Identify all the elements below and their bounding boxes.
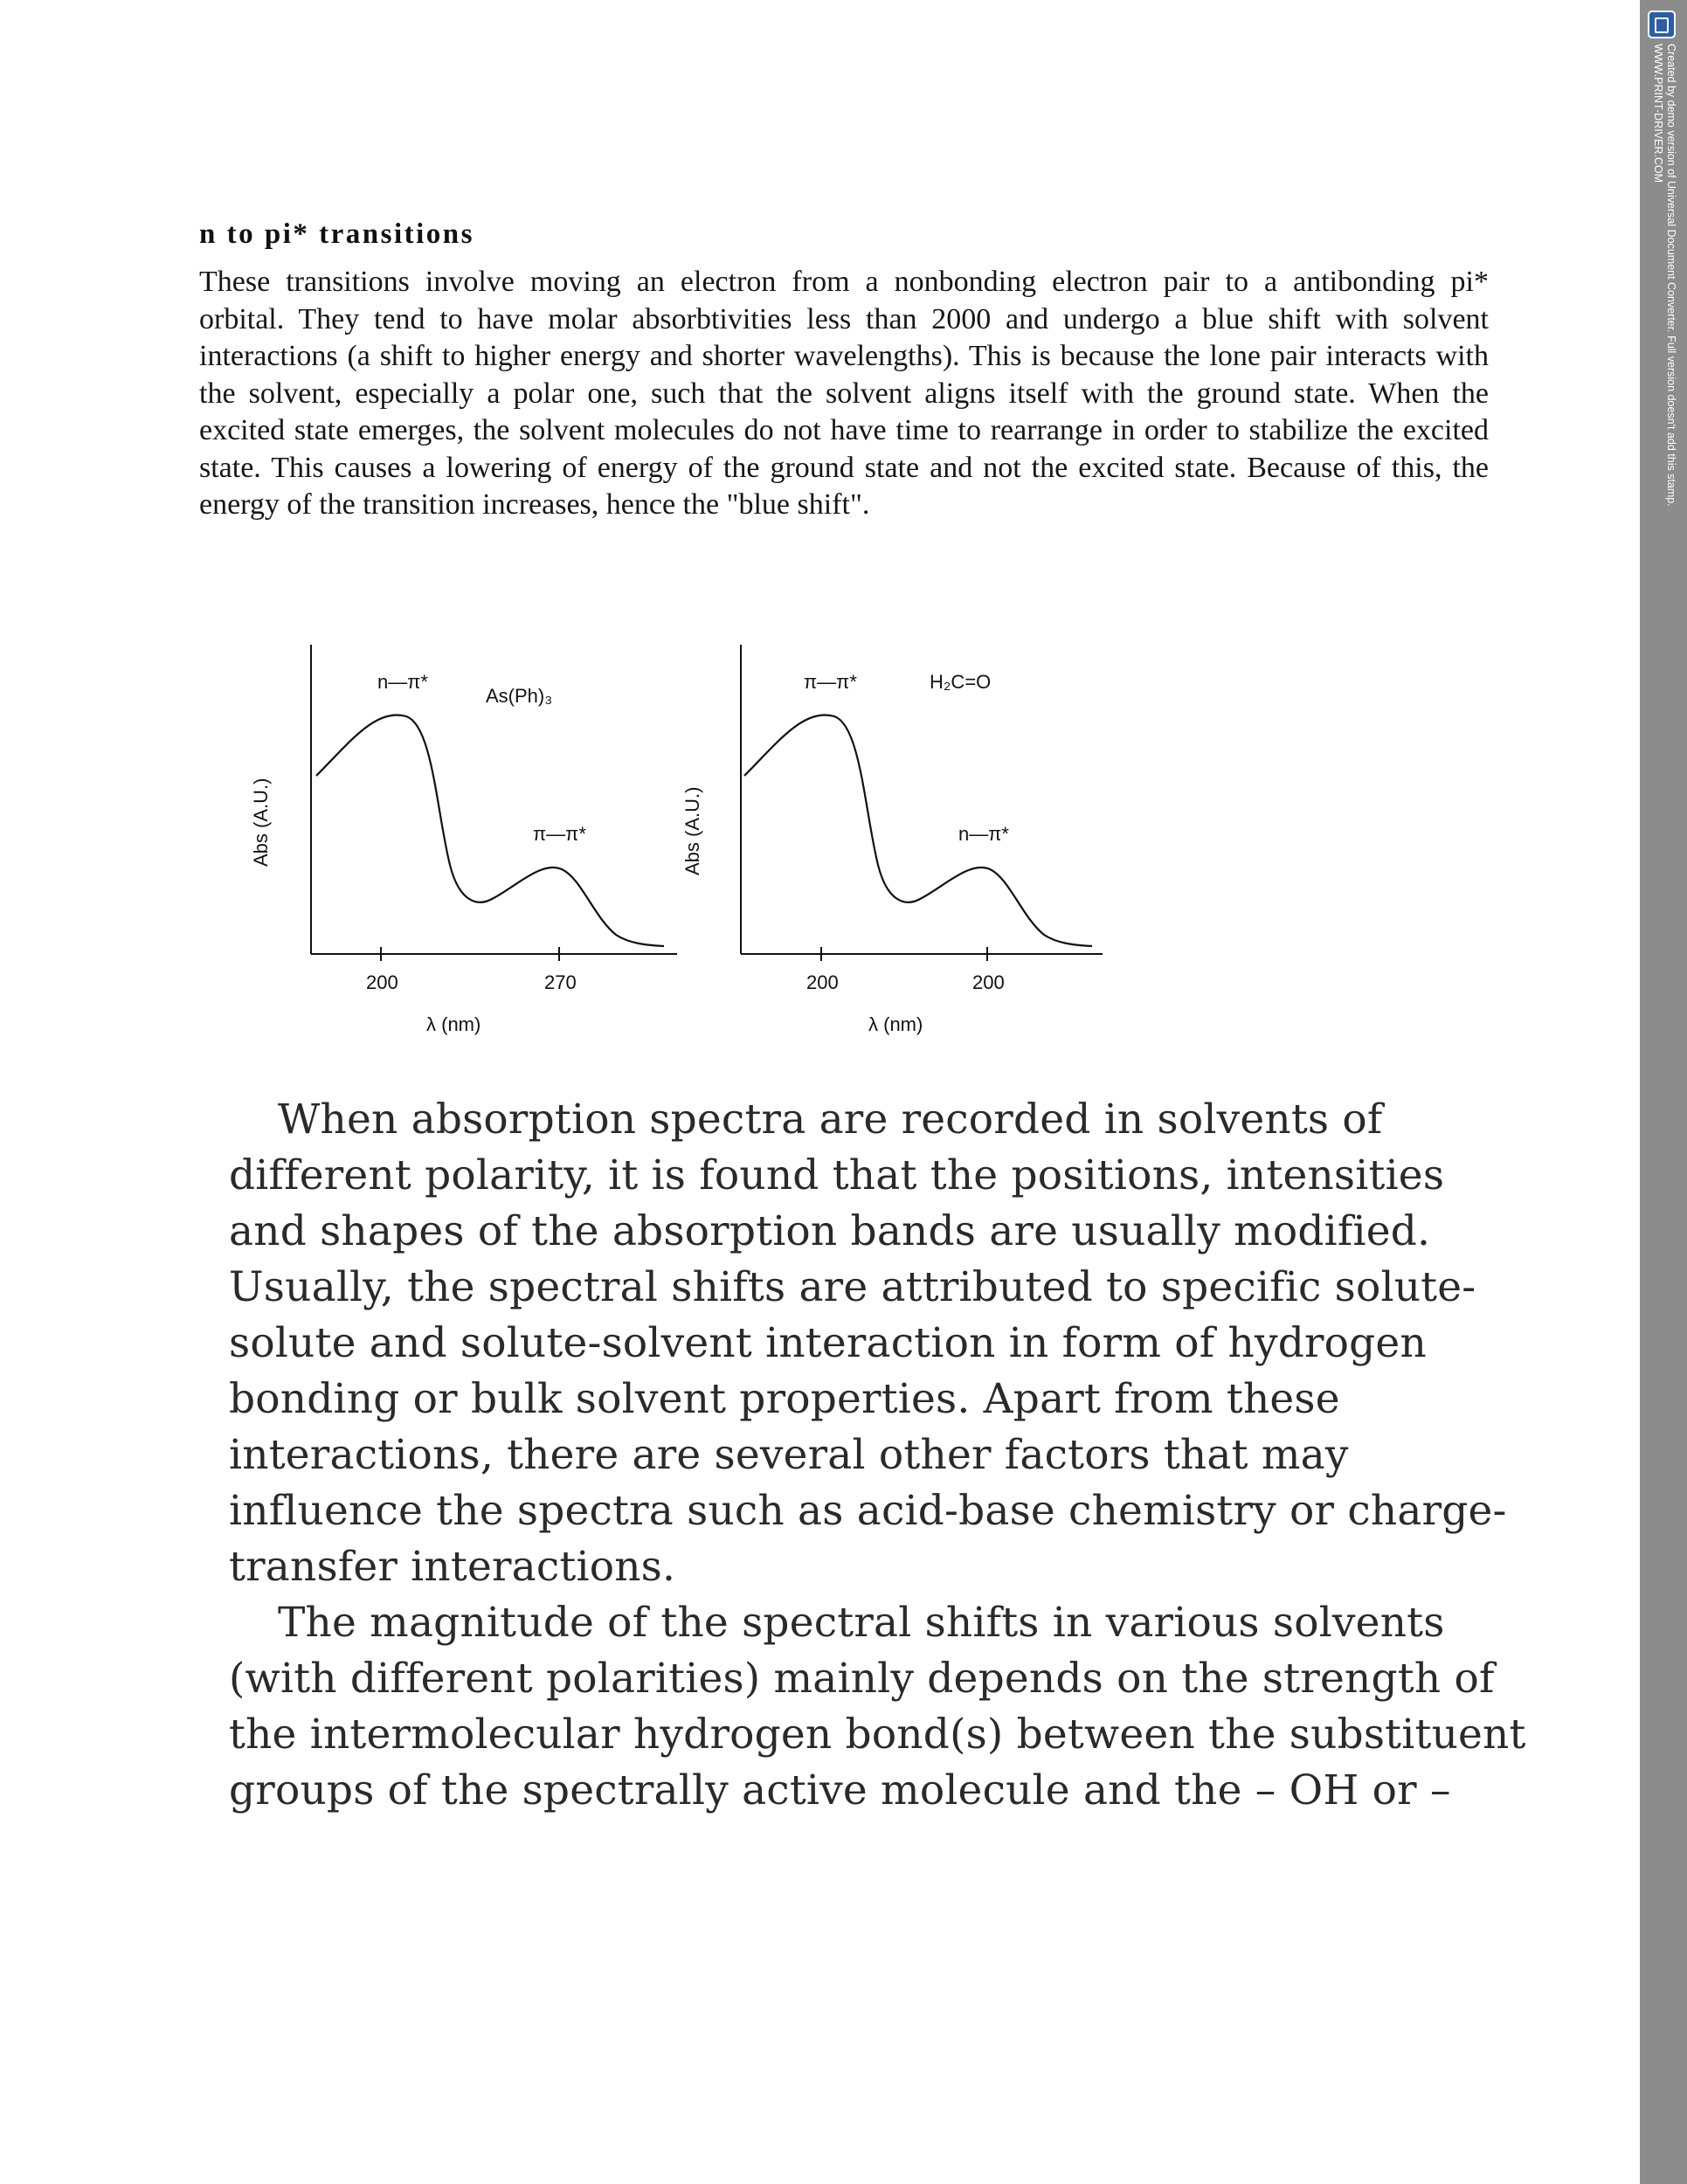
scan-line: solute and solute-solvent interaction in form of hydrogen bbox=[229, 1319, 1427, 1367]
scan-line: transfer interactions. bbox=[229, 1543, 676, 1591]
paragraph-line: energy of the transition increases, hence the "blue shift". bbox=[199, 488, 870, 521]
left-y-axis-label: Abs (A.U.) bbox=[250, 778, 272, 867]
right-spectrum-plot bbox=[681, 645, 1103, 1035]
left-spectrum-curve bbox=[316, 715, 664, 946]
converter-stamp-text bbox=[1651, 44, 1677, 507]
scan-line: and shapes of the absorption bands are usually modified. bbox=[229, 1207, 1431, 1255]
scan-line: interactions, there are several other factors that may bbox=[229, 1431, 1349, 1479]
right-tick-label: 200 bbox=[972, 971, 1005, 993]
right-peak2-label: n—π* bbox=[958, 823, 1009, 845]
paragraph-line: interactions (a shift to higher energy and shorter wavelengths). This is because the lone pair interacts with bbox=[199, 340, 1489, 372]
left-tick-label: 200 bbox=[366, 971, 398, 993]
paragraph-line: orbital. They tend to have molar absorbtivities less than 2000 and undergo a blue shift with solvent bbox=[199, 302, 1489, 335]
scan-line: (with different polarities) mainly depends on the strength of bbox=[229, 1655, 1495, 1703]
right-tick-label: 200 bbox=[806, 971, 839, 993]
scan-line: influence the spectra such as acid-base chemistry or charge- bbox=[229, 1487, 1507, 1535]
left-x-axis-label: λ (nm) bbox=[426, 1013, 481, 1035]
stamp-line: Created by demo version of Universal Document Converter. Full version doesn't add this stamp. bbox=[1665, 44, 1677, 507]
paragraph-line: These transitions involve moving an electron from a nonbonding electron pair to a antibonding pi* bbox=[199, 266, 1489, 298]
left-tick-label: 270 bbox=[544, 971, 577, 993]
right-spectrum-curve bbox=[744, 715, 1092, 946]
document-converter-icon bbox=[1648, 10, 1676, 38]
scan-line: different polarity, it is found that the positions, intensities bbox=[229, 1151, 1445, 1199]
right-peak1-label: π—π* bbox=[804, 671, 857, 693]
scan-line: groups of the spectrally active molecule and the – OH or – bbox=[229, 1766, 1451, 1814]
left-peak2-label: π—π* bbox=[533, 823, 586, 845]
section-heading: n to pi* transitions bbox=[199, 218, 474, 250]
right-y-axis-label: Abs (A.U.) bbox=[681, 786, 703, 875]
left-peak1-label: n—π* bbox=[377, 671, 428, 693]
paragraph-line: the solvent, especially a polar one, such that the solvent aligns itself with the ground state. When the bbox=[199, 377, 1489, 410]
scan-line: bonding or bulk solvent properties. Apart from these bbox=[229, 1375, 1340, 1423]
paragraph-line: excited state emerges, the solvent molecules do not have time to rearrange in order to stabilize the excited bbox=[199, 414, 1489, 446]
paragraph-line: state. This causes a lowering of energy of the ground state and not the excited state. Because of this, the bbox=[199, 451, 1489, 484]
right-compound-label: H₂C=O bbox=[930, 671, 992, 693]
body-paragraph bbox=[199, 264, 1489, 524]
left-compound-label: As(Ph)₃ bbox=[486, 685, 553, 707]
scanned-paragraph bbox=[229, 1092, 1526, 1819]
scan-line: Usually, the spectral shifts are attributed to specific solute- bbox=[229, 1263, 1476, 1311]
right-x-axis-label: λ (nm) bbox=[868, 1013, 923, 1035]
scan-line: When absorption spectra are recorded in solvents of bbox=[278, 1095, 1383, 1144]
scan-line: The magnitude of the spectral shifts in various solvents bbox=[278, 1599, 1445, 1647]
scan-line: the intermolecular hydrogen bond(s) between the substituent bbox=[229, 1711, 1526, 1759]
left-spectrum-plot bbox=[250, 645, 677, 1035]
stamp-line: WWW.PRINT-DRIVER.COM bbox=[1652, 44, 1664, 183]
